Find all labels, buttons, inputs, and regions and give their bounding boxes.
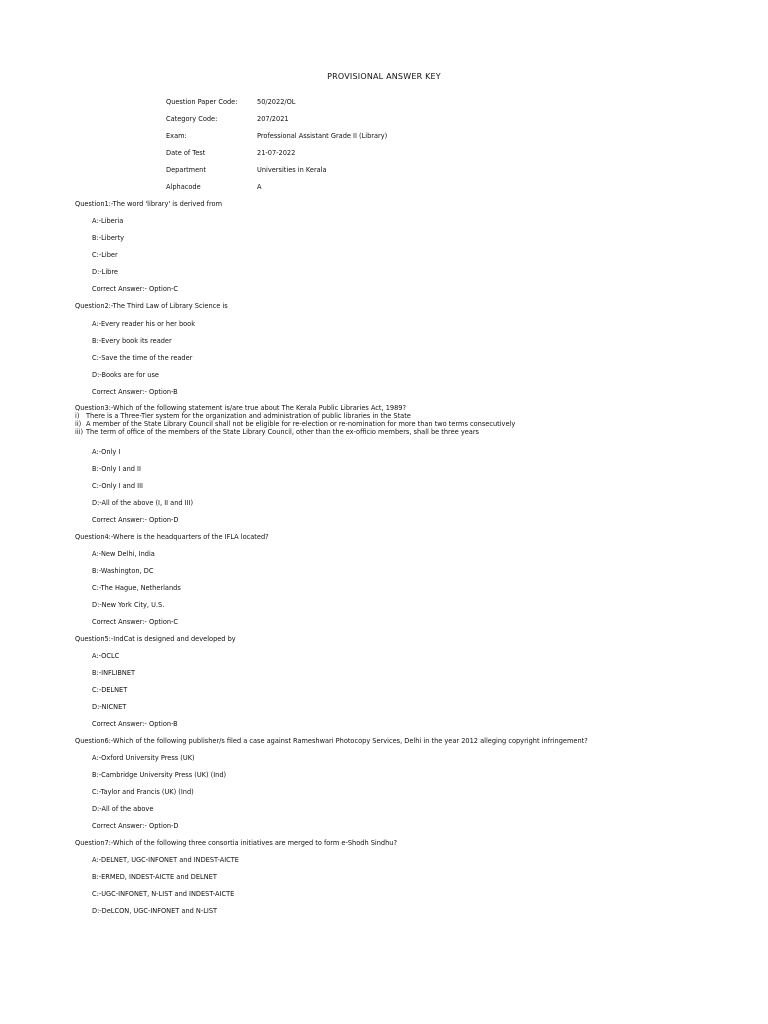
- option-b: B:-Liberty: [92, 234, 125, 242]
- statement-number: ii): [75, 420, 82, 428]
- option-c: C:-UGC-INFONET, N-LIST and INDEST-AICTE: [92, 890, 235, 898]
- option-b: B:-ERMED, INDEST-AICTE and DELNET: [92, 873, 217, 881]
- statement-number: iii): [75, 428, 84, 436]
- option-d: D:-Libre: [92, 268, 118, 276]
- option-a: A:-New Delhi, India: [92, 550, 155, 558]
- option-c: C:-The Hague, Netherlands: [92, 584, 181, 592]
- statement-text: There is a Three-Tier system for the organization and administration of public libraries in the State: [86, 412, 411, 420]
- statement-text: A member of the State Library Council shall not be eligible for re-election or re-nomination for more than two terms consecutively: [86, 420, 516, 428]
- meta-label: Alphacode: [166, 183, 201, 191]
- option-c: C:-DELNET: [92, 686, 128, 694]
- question-5: Question5:-IndCat is designed and developed by: [75, 635, 236, 643]
- statement-text: The term of office of the members of the State Library Council, other than the ex-officio members, shall be three years: [86, 428, 479, 436]
- option-d: D:-New York City, U.S.: [92, 601, 165, 609]
- meta-label: Date of Test: [166, 149, 206, 157]
- meta-label: Question Paper Code:: [166, 98, 238, 106]
- option-a: A:-Only I: [92, 448, 121, 456]
- correct-answer: Correct Answer:- Option-C: [92, 285, 179, 293]
- option-a: A:-Every reader his or her book: [92, 320, 196, 328]
- question-3: Question3:-Which of the following statement is/are true about The Kerala Public Libraries Act, 1989?: [75, 404, 406, 412]
- meta-value: Professional Assistant Grade II (Library): [257, 132, 388, 140]
- option-c: C:-Taylor and Francis (UK) (Ind): [92, 788, 194, 796]
- question-4: Question4:-Where is the headquarters of the IFLA located?: [75, 533, 269, 541]
- option-b: B:-Cambridge University Press (UK) (Ind): [92, 771, 227, 779]
- option-d: D:-All of the above: [92, 805, 154, 813]
- question-1: Question1:-The word 'library' is derived from: [75, 200, 223, 208]
- option-a: A:-OCLC: [92, 652, 120, 660]
- meta-value: Universities in Kerala: [257, 166, 327, 174]
- option-c: C:-Save the time of the reader: [92, 354, 193, 362]
- option-a: A:-DELNET, UGC-INFONET and INDEST-AICTE: [92, 856, 239, 864]
- question-2: Question2:-The Third Law of Library Science is: [75, 302, 228, 310]
- statement-number: i): [75, 412, 80, 420]
- option-c: C:-Only I and III: [92, 482, 143, 490]
- option-d: D:-NICNET: [92, 703, 127, 711]
- statement-1: [75, 412, 411, 420]
- option-b: B:-Washington, DC: [92, 567, 154, 575]
- question-6: Question6:-Which of the following publisher/s filed a case against Rameshwari Photocopy Services, Delhi in the year 2012 alleging copyright infringement?: [75, 737, 588, 745]
- meta-label: Category Code:: [166, 115, 218, 123]
- meta-label: Department: [166, 166, 206, 174]
- page-title: PROVISIONAL ANSWER KEY: [327, 72, 441, 81]
- meta-value: 21-07-2022: [257, 149, 296, 157]
- statement-3: [75, 428, 479, 436]
- correct-answer: Correct Answer:- Option-C: [92, 618, 179, 626]
- option-d: D:-Books are for use: [92, 371, 159, 379]
- correct-answer: Correct Answer:- Option-D: [92, 516, 179, 524]
- correct-answer: Correct Answer:- Option-B: [92, 720, 178, 728]
- option-a: A:-Oxford University Press (UK): [92, 754, 195, 762]
- correct-answer: Correct Answer:- Option-B: [92, 388, 178, 396]
- option-d: D:-DeLCON, UGC-INFONET and N-LIST: [92, 907, 218, 915]
- meta-value: 50/2022/OL: [257, 98, 296, 106]
- option-a: A:-Liberia: [92, 217, 124, 225]
- option-d: D:-All of the above (I, II and III): [92, 499, 194, 507]
- option-c: C:-Liber: [92, 251, 118, 259]
- question-7: Question7:-Which of the following three consortia initiatives are merged to form e-Shodh Sindhu?: [75, 839, 397, 847]
- option-b: B:-Only I and II: [92, 465, 141, 473]
- meta-value: 207/2021: [257, 115, 289, 123]
- meta-value: A: [257, 183, 262, 191]
- statement-2: [75, 420, 515, 428]
- option-b: B:-INFLIBNET: [92, 669, 136, 677]
- option-b: B:-Every book its reader: [92, 337, 172, 345]
- correct-answer: Correct Answer:- Option-D: [92, 822, 179, 830]
- meta-label: Exam:: [166, 132, 187, 140]
